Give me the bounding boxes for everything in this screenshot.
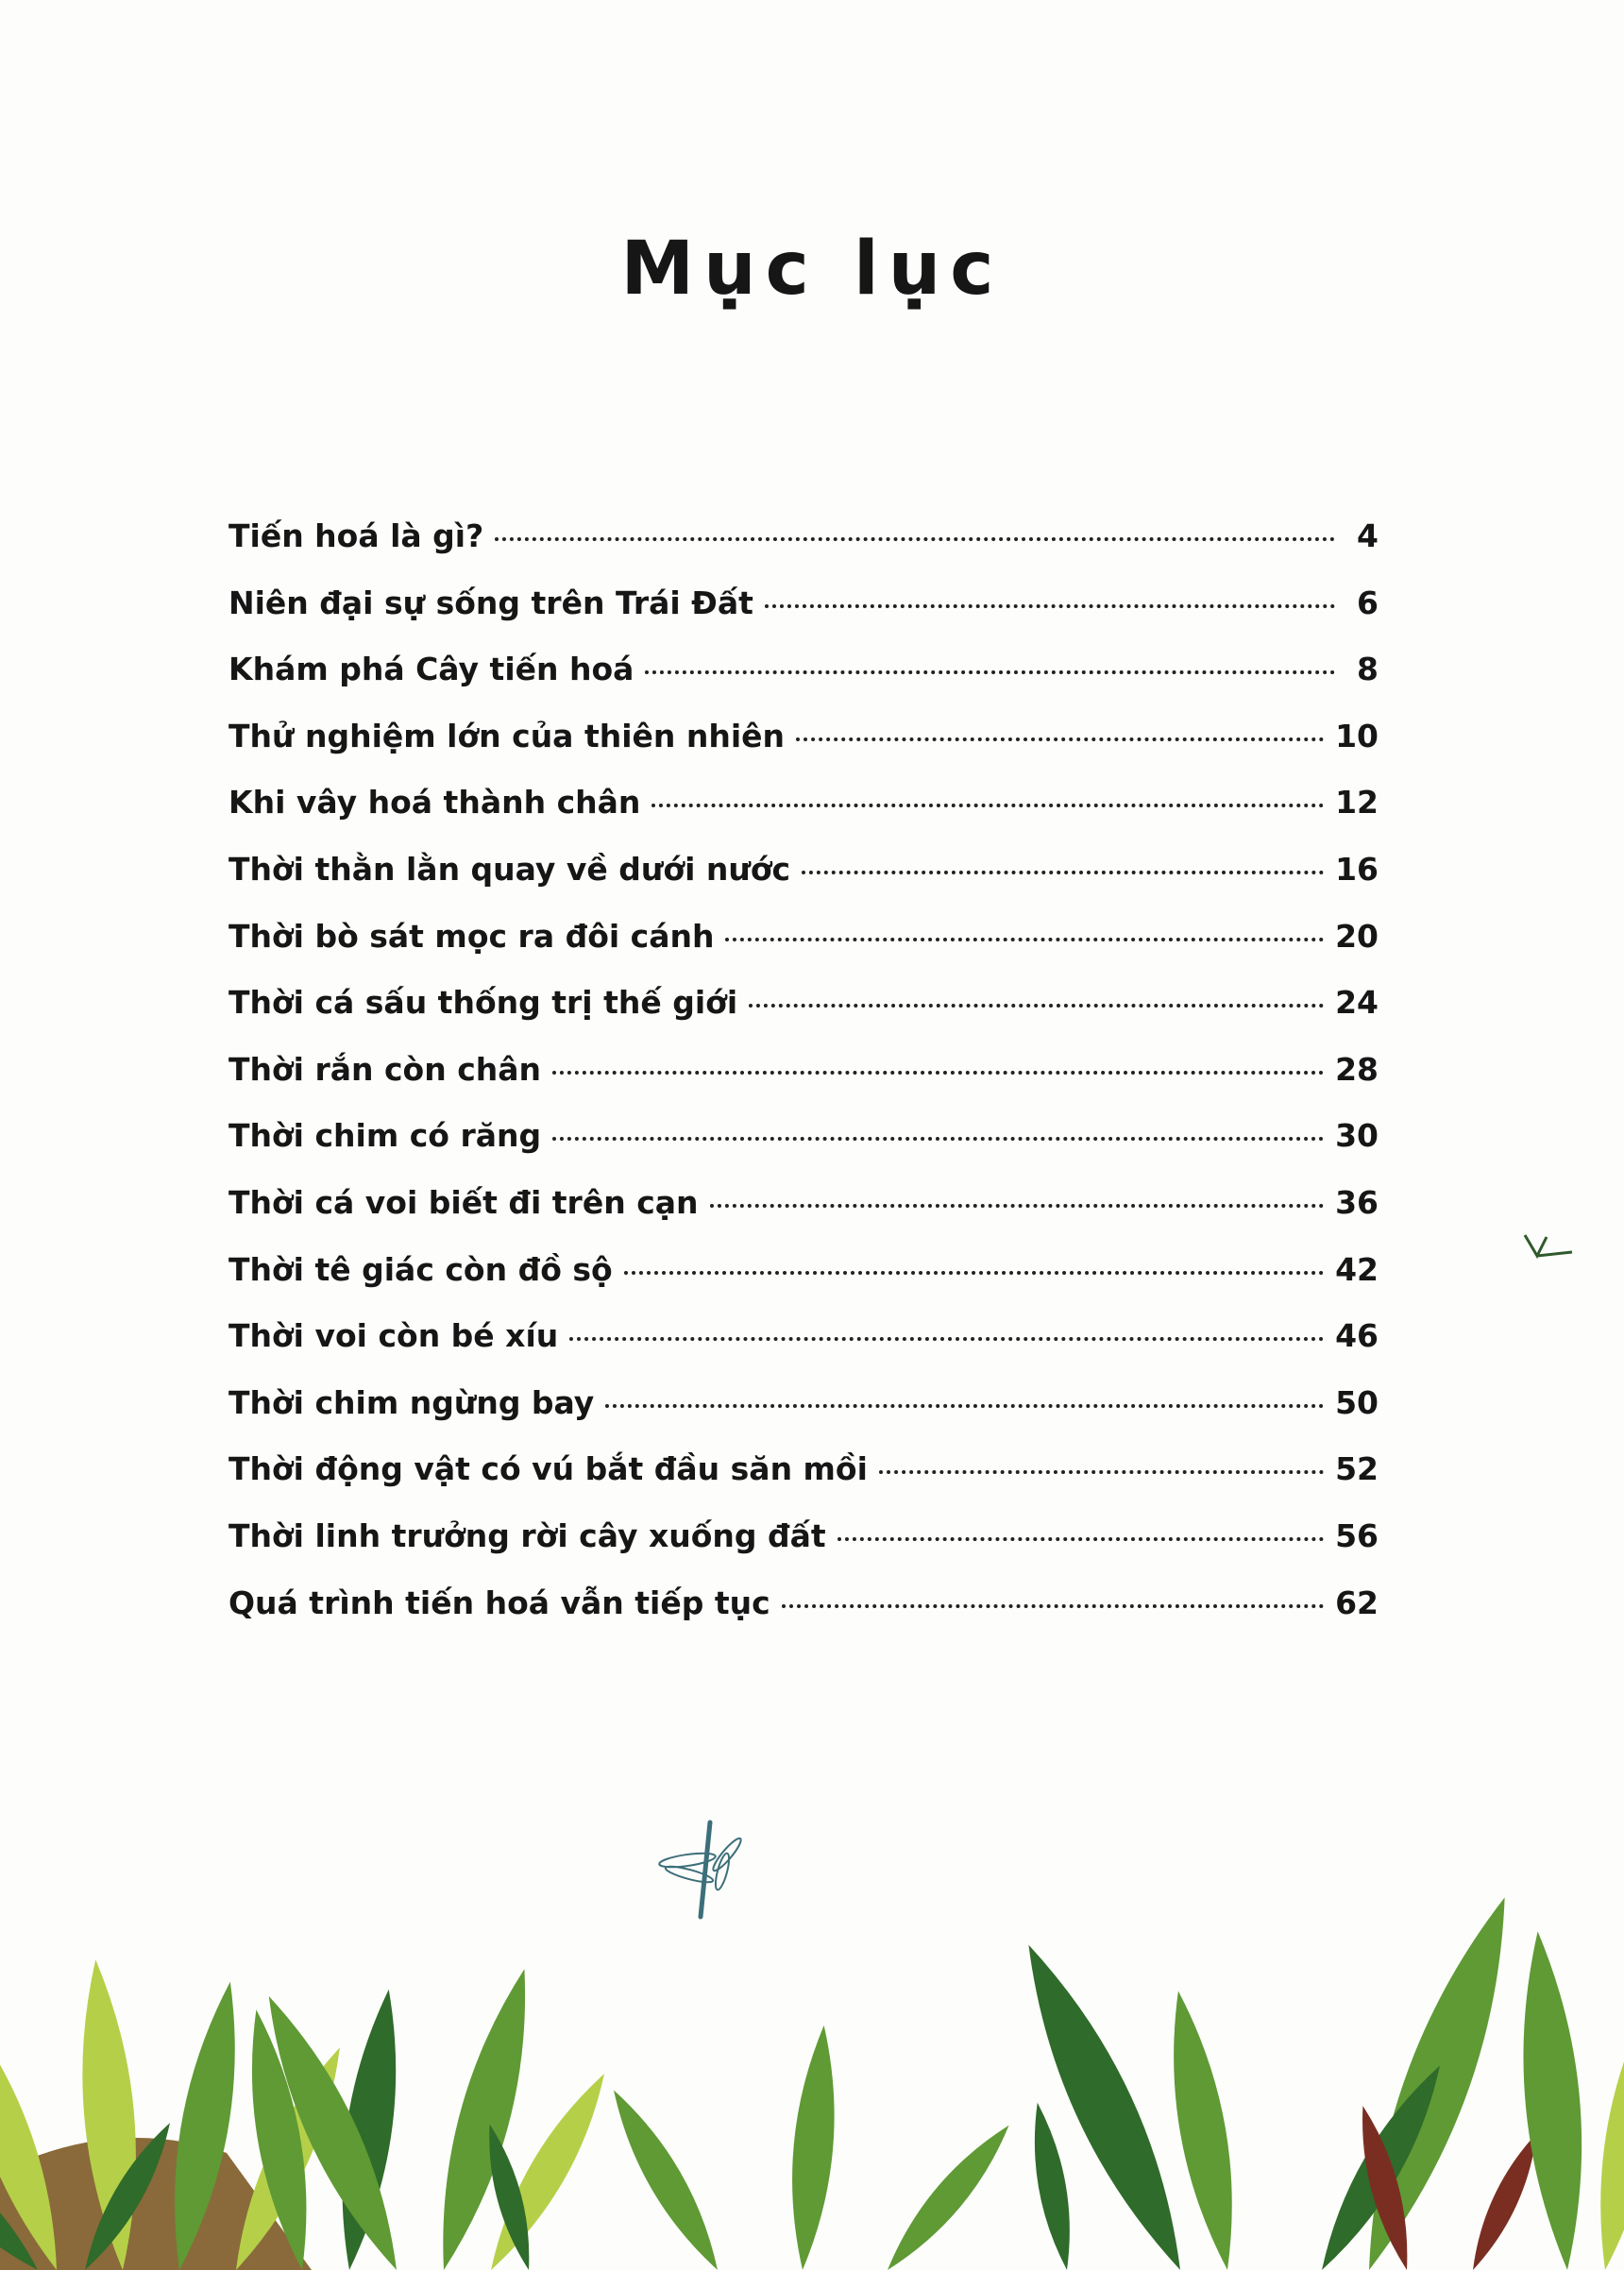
dot-leader <box>624 1271 1324 1275</box>
toc-page-number: 4 <box>1357 517 1379 554</box>
toc-entry-label: Khám phá Cây tiến hoá <box>228 651 634 688</box>
dot-leader <box>749 1004 1324 1008</box>
toc-page-number: 50 <box>1335 1383 1379 1421</box>
dot-leader <box>651 804 1324 807</box>
dot-leader <box>879 1470 1324 1474</box>
dot-leader <box>569 1337 1324 1341</box>
toc-entry[interactable] <box>228 1384 1379 1451</box>
toc-entry-label: Thời rắn còn chân <box>228 1050 542 1088</box>
toc-entry-label: Thời chim có răng <box>228 1117 542 1155</box>
toc-page-number: 42 <box>1335 1250 1379 1288</box>
leaf <box>1582 1987 1624 2270</box>
toc-entry-label: Khi vây hoá thành chân <box>228 784 641 822</box>
toc-entry-label: Thời tê giác còn đồ sộ <box>228 1250 613 1288</box>
toc-page-number: 30 <box>1335 1117 1379 1155</box>
plant-illustration <box>0 1775 1624 2270</box>
dot-leader <box>605 1404 1324 1408</box>
toc-page-number: 24 <box>1335 984 1379 1022</box>
toc-entry[interactable] <box>228 1517 1379 1584</box>
toc-entry-label: Thời chim ngừng bay <box>228 1383 595 1421</box>
toc-entry-label: Tiến hoá là gì? <box>228 517 484 554</box>
toc-entry[interactable] <box>228 984 1379 1051</box>
page-title: Mục lục <box>620 227 1004 312</box>
toc-page-number: 46 <box>1335 1317 1379 1355</box>
leaf <box>1024 2100 1081 2270</box>
dot-leader <box>495 537 1335 541</box>
toc-page-number: 12 <box>1335 784 1379 822</box>
toc-entry[interactable] <box>228 1317 1379 1384</box>
dot-leader <box>725 938 1324 941</box>
toc-entry[interactable] <box>228 1051 1379 1118</box>
dot-leader <box>645 670 1335 674</box>
dot-leader <box>796 737 1324 741</box>
leaf <box>1511 1929 1595 2270</box>
small-insect-mark <box>1520 1228 1577 1265</box>
toc-entry[interactable] <box>228 1184 1379 1251</box>
toc-entry[interactable] <box>228 517 1379 584</box>
toc-entry-label: Thử nghiệm lớn của thiên nhiên <box>228 717 786 754</box>
dot-leader <box>782 1604 1324 1608</box>
toc-page-number: 16 <box>1335 850 1379 888</box>
toc-page-number: 62 <box>1335 1584 1379 1621</box>
toc-page-number: 28 <box>1335 1050 1379 1088</box>
toc-entry[interactable] <box>228 1584 1379 1652</box>
toc-page-number: 6 <box>1357 584 1379 621</box>
leaf <box>876 2116 1021 2270</box>
toc-page-number: 20 <box>1335 917 1379 955</box>
leaf <box>1003 1933 1207 2270</box>
toc-entry[interactable] <box>228 851 1379 918</box>
toc-page-number: 36 <box>1335 1183 1379 1221</box>
toc-entry[interactable] <box>228 651 1379 718</box>
dot-leader <box>802 871 1324 874</box>
toc-entry[interactable] <box>228 718 1379 785</box>
toc-entry-label: Thời động vật có vú bắt đầu săn mồi <box>228 1450 868 1488</box>
table-of-contents <box>228 517 1379 1651</box>
toc-entry-label: Thời thằn lằn quay về dưới nước <box>228 850 791 888</box>
toc-page-number: 8 <box>1357 651 1379 688</box>
toc-entry[interactable] <box>228 918 1379 985</box>
toc-entry[interactable] <box>228 584 1379 652</box>
dot-leader <box>552 1071 1324 1075</box>
toc-entry-label: Quá trình tiến hoá vẫn tiếp tục <box>228 1584 770 1621</box>
toc-entry-label: Thời cá sấu thống trị thế giới <box>228 984 738 1022</box>
toc-entry-label: Thời linh trưởng rời cây xuống đất <box>228 1516 826 1554</box>
toc-entry-label: Niên đại sự sống trên Trái Đất <box>228 584 753 621</box>
dot-leader <box>710 1204 1325 1208</box>
toc-page-number: 10 <box>1335 717 1379 754</box>
toc-page-number: 56 <box>1335 1516 1379 1554</box>
toc-entry-label: Thời cá voi biết đi trên cạn <box>228 1183 699 1221</box>
toc-page-number: 52 <box>1335 1450 1379 1488</box>
dot-leader <box>765 604 1335 608</box>
toc-entry[interactable] <box>228 784 1379 851</box>
toc-entry[interactable] <box>228 1251 1379 1318</box>
dot-leader <box>552 1137 1324 1141</box>
toc-entry-label: Thời voi còn bé xíu <box>228 1317 559 1355</box>
toc-entry[interactable] <box>228 1117 1379 1184</box>
leaf <box>600 2082 732 2270</box>
toc-entry[interactable] <box>228 1450 1379 1517</box>
leaf <box>783 2024 843 2270</box>
dot-leader <box>837 1537 1324 1541</box>
toc-entry-label: Thời bò sát mọc ra đôi cánh <box>228 917 715 955</box>
